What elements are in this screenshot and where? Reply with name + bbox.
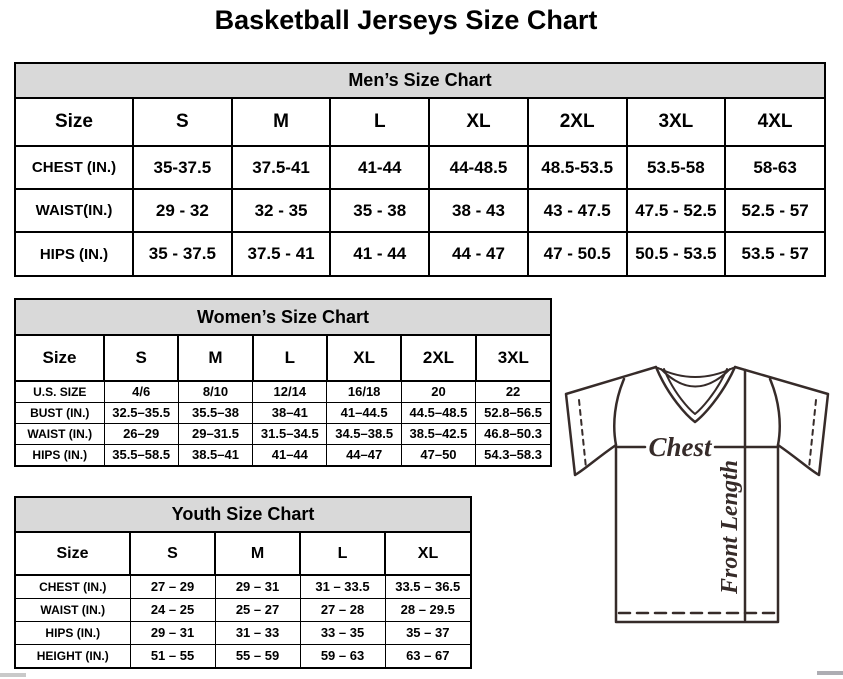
size-column-header: M bbox=[215, 533, 300, 575]
measurement-cell: 33.5 – 36.5 bbox=[385, 575, 470, 598]
measurement-cell: 4/6 bbox=[104, 381, 178, 402]
measurement-cell: 35.5–38 bbox=[178, 402, 252, 423]
row-label: CHEST (IN.) bbox=[16, 146, 133, 189]
measurement-cell: 31 – 33.5 bbox=[300, 575, 385, 598]
row-label: U.S. SIZE bbox=[16, 381, 104, 402]
measurement-row bbox=[16, 444, 550, 465]
measurement-cell: 35.5–58.5 bbox=[104, 444, 178, 465]
front-length-label: Front Length bbox=[717, 459, 743, 595]
size-column-header: S bbox=[133, 99, 232, 146]
size-label-header: Size bbox=[16, 99, 133, 146]
measurement-cell: 52.5 - 57 bbox=[725, 189, 824, 232]
youth-size-chart-title: Youth Size Chart bbox=[16, 498, 470, 533]
size-column-header: L bbox=[253, 336, 327, 381]
row-label: HEIGHT (IN.) bbox=[16, 644, 130, 667]
measurement-cell: 44 - 47 bbox=[429, 232, 528, 275]
right-cuff-stitch bbox=[809, 400, 816, 468]
measurement-cell: 29 – 31 bbox=[130, 621, 215, 644]
row-label: WAIST (IN.) bbox=[16, 423, 104, 444]
measurement-cell: 29–31.5 bbox=[178, 423, 252, 444]
measurement-cell: 35 - 37.5 bbox=[133, 232, 232, 275]
measurement-cell: 47–50 bbox=[401, 444, 475, 465]
measurement-cell: 38 - 43 bbox=[429, 189, 528, 232]
measurement-row bbox=[16, 402, 550, 423]
size-column-header: L bbox=[300, 533, 385, 575]
measurement-cell: 37.5 - 41 bbox=[232, 232, 331, 275]
left-cuff-stitch bbox=[579, 400, 586, 468]
measurement-cell: 47.5 - 52.5 bbox=[627, 189, 726, 232]
row-label: HIPS (IN.) bbox=[16, 444, 104, 465]
right-sleeve-seam bbox=[770, 379, 780, 445]
measurement-cell: 32.5–35.5 bbox=[104, 402, 178, 423]
left-sleeve-seam bbox=[614, 379, 624, 445]
measurement-cell: 50.5 - 53.5 bbox=[627, 232, 726, 275]
measurement-cell: 44-48.5 bbox=[429, 146, 528, 189]
size-column-header: S bbox=[104, 336, 178, 381]
chest-label: Chest bbox=[648, 432, 712, 462]
size-column-header: L bbox=[330, 99, 429, 146]
size-column-header: XL bbox=[385, 533, 470, 575]
measurement-cell: 47 - 50.5 bbox=[528, 232, 627, 275]
row-label: CHEST (IN.) bbox=[16, 575, 130, 598]
scrollbar-fragment-right bbox=[817, 671, 843, 675]
measurement-cell: 54.3–58.3 bbox=[476, 444, 550, 465]
measurement-cell: 34.5–38.5 bbox=[327, 423, 401, 444]
measurement-cell: 58-63 bbox=[725, 146, 824, 189]
measurement-row bbox=[16, 189, 824, 232]
collar-inner-v bbox=[664, 369, 727, 414]
measurement-cell: 48.5-53.5 bbox=[528, 146, 627, 189]
measurement-cell: 35 - 38 bbox=[330, 189, 429, 232]
measurement-cell: 24 – 25 bbox=[130, 598, 215, 621]
measurement-cell: 27 – 28 bbox=[300, 598, 385, 621]
measurement-cell: 22 bbox=[476, 381, 550, 402]
measurement-cell: 35 – 37 bbox=[385, 621, 470, 644]
row-label: WAIST (IN.) bbox=[16, 598, 130, 621]
row-label: HIPS (IN.) bbox=[16, 621, 130, 644]
measurement-cell: 46.8–50.3 bbox=[476, 423, 550, 444]
measurement-cell: 38.5–41 bbox=[178, 444, 252, 465]
measurement-cell: 31.5–34.5 bbox=[253, 423, 327, 444]
measurement-cell: 41–44.5 bbox=[327, 402, 401, 423]
measurement-cell: 29 – 31 bbox=[215, 575, 300, 598]
measurement-row bbox=[16, 575, 470, 598]
womens-size-table bbox=[16, 336, 550, 465]
size-label-header: Size bbox=[16, 533, 130, 575]
youth-size-chart bbox=[14, 496, 472, 669]
page-title: Basketball Jerseys Size Chart bbox=[214, 5, 598, 35]
measurement-cell: 28 – 29.5 bbox=[385, 598, 470, 621]
row-label: BUST (IN.) bbox=[16, 402, 104, 423]
size-header-row bbox=[16, 99, 824, 146]
measurement-cell: 41 - 44 bbox=[330, 232, 429, 275]
size-column-header: 4XL bbox=[725, 99, 824, 146]
size-column-header: 3XL bbox=[627, 99, 726, 146]
womens-size-chart bbox=[14, 298, 552, 467]
mens-size-chart-title: Men’s Size Chart bbox=[16, 64, 824, 99]
measurement-cell: 27 – 29 bbox=[130, 575, 215, 598]
measurement-row bbox=[16, 621, 470, 644]
measurement-row bbox=[16, 598, 470, 621]
measurement-cell: 12/14 bbox=[253, 381, 327, 402]
mens-size-table bbox=[16, 99, 824, 275]
jersey-measurement-diagram bbox=[552, 352, 843, 652]
measurement-cell: 59 – 63 bbox=[300, 644, 385, 667]
size-label-header: Size bbox=[16, 336, 104, 381]
measurement-cell: 16/18 bbox=[327, 381, 401, 402]
size-column-header: 2XL bbox=[528, 99, 627, 146]
measurement-cell: 38–41 bbox=[253, 402, 327, 423]
size-column-header: S bbox=[130, 533, 215, 575]
size-column-header: M bbox=[178, 336, 252, 381]
measurement-cell: 25 – 27 bbox=[215, 598, 300, 621]
measurement-row bbox=[16, 644, 470, 667]
measurement-row bbox=[16, 423, 550, 444]
measurement-cell: 53.5 - 57 bbox=[725, 232, 824, 275]
measurement-cell: 29 - 32 bbox=[133, 189, 232, 232]
size-header-row bbox=[16, 533, 470, 575]
measurement-cell: 32 - 35 bbox=[232, 189, 331, 232]
size-header-row bbox=[16, 336, 550, 381]
measurement-cell: 35-37.5 bbox=[133, 146, 232, 189]
jersey-outline bbox=[566, 367, 828, 622]
measurement-cell: 20 bbox=[401, 381, 475, 402]
measurement-cell: 33 – 35 bbox=[300, 621, 385, 644]
size-column-header: M bbox=[232, 99, 331, 146]
measurement-row bbox=[16, 232, 824, 275]
measurement-cell: 8/10 bbox=[178, 381, 252, 402]
measurement-cell: 43 - 47.5 bbox=[528, 189, 627, 232]
measurement-row bbox=[16, 146, 824, 189]
row-label: WAIST(IN.) bbox=[16, 189, 133, 232]
measurement-cell: 41–44 bbox=[253, 444, 327, 465]
size-column-header: 2XL bbox=[401, 336, 475, 381]
mens-size-chart bbox=[14, 62, 826, 277]
measurement-cell: 41-44 bbox=[330, 146, 429, 189]
measurement-cell: 44.5–48.5 bbox=[401, 402, 475, 423]
size-column-header: XL bbox=[327, 336, 401, 381]
scrollbar-fragment-left bbox=[0, 673, 26, 677]
measurement-cell: 37.5-41 bbox=[232, 146, 331, 189]
measurement-cell: 63 – 67 bbox=[385, 644, 470, 667]
measurement-cell: 55 – 59 bbox=[215, 644, 300, 667]
size-column-header: 3XL bbox=[476, 336, 550, 381]
measurement-row bbox=[16, 381, 550, 402]
womens-size-chart-title: Women’s Size Chart bbox=[16, 300, 550, 336]
measurement-cell: 31 – 33 bbox=[215, 621, 300, 644]
measurement-cell: 53.5-58 bbox=[627, 146, 726, 189]
measurement-cell: 44–47 bbox=[327, 444, 401, 465]
size-column-header: XL bbox=[429, 99, 528, 146]
measurement-cell: 26–29 bbox=[104, 423, 178, 444]
measurement-cell: 52.8–56.5 bbox=[476, 402, 550, 423]
measurement-cell: 51 – 55 bbox=[130, 644, 215, 667]
row-label: HIPS (IN.) bbox=[16, 232, 133, 275]
youth-size-table bbox=[16, 533, 470, 667]
measurement-cell: 38.5–42.5 bbox=[401, 423, 475, 444]
